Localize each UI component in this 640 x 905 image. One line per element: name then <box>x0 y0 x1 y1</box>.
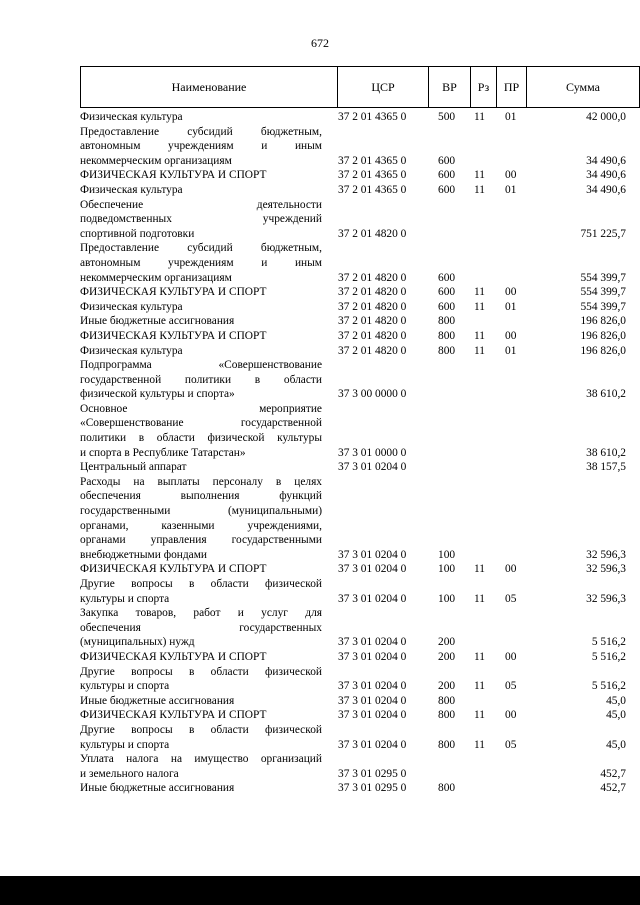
row-name-line: Физическая культура <box>80 300 183 313</box>
row-sum: 196 826,0 <box>580 315 626 328</box>
row-name <box>80 344 322 359</box>
row-csr: 37 2 01 4820 0 <box>338 286 407 299</box>
row-sum: 38 610,2 <box>586 446 626 459</box>
row-pr: 00 <box>505 286 517 299</box>
row-pr: 05 <box>505 680 517 693</box>
row-csr: 37 2 01 4820 0 <box>338 329 407 342</box>
row-name-line: ФИЗИЧЕСКАЯ КУЛЬТУРА И СПОРТ <box>80 286 267 299</box>
row-pr: 00 <box>505 650 517 663</box>
row-rz: 11 <box>474 111 485 123</box>
row-name-line: Физическая культура <box>80 111 183 123</box>
row-pr: 00 <box>505 169 517 182</box>
table-row <box>80 694 640 709</box>
row-name-line: некоммерческим организациям <box>80 271 232 284</box>
row-csr: 37 3 01 0204 0 <box>338 592 407 605</box>
row-sum: 452,7 <box>600 782 626 795</box>
row-name-line: культуры и спорта <box>80 738 170 751</box>
row-sum: 42 000,0 <box>586 111 626 123</box>
row-sum: 554 399,7 <box>580 286 626 299</box>
scan-bottom-border <box>0 876 640 905</box>
row-name-line: ФИЗИЧЕСКАЯ КУЛЬТУРА И СПОРТ <box>80 329 267 342</box>
page-number: 672 <box>311 36 329 50</box>
row-name-line: Предоставление субсидий бюджетным, <box>80 242 322 255</box>
row-vr: 800 <box>438 329 456 342</box>
row-rz: 11 <box>474 650 485 663</box>
row-csr: 37 3 01 0204 0 <box>338 636 407 649</box>
column-header-pr: ПР <box>496 67 526 107</box>
row-sum: 5 516,2 <box>591 680 626 693</box>
row-vr: 600 <box>438 286 456 299</box>
row-sum: 32 596,3 <box>586 592 626 605</box>
row-name-line: Обеспечение деятельности <box>80 198 322 211</box>
row-name <box>80 708 322 723</box>
row-csr: 37 2 01 4365 0 <box>338 169 407 182</box>
row-csr: 37 3 01 0204 0 <box>338 563 407 576</box>
row-rz: 11 <box>474 738 485 751</box>
row-name-line: обеспечения выполнения функций <box>80 490 322 503</box>
row-name <box>80 125 322 169</box>
row-csr: 37 2 01 4365 0 <box>338 183 407 196</box>
row-name <box>80 577 322 606</box>
row-name-line: спортивной подготовки <box>80 227 195 240</box>
table-row <box>80 460 640 475</box>
table-row <box>80 314 640 329</box>
row-pr: 01 <box>505 300 517 313</box>
column-header-csr: ЦСР <box>337 67 428 107</box>
row-sum: 5 516,2 <box>591 650 626 663</box>
row-name-line: автономным учреждениям и иным <box>80 140 322 153</box>
row-name <box>80 285 322 300</box>
row-vr: 600 <box>438 154 456 167</box>
row-name-line: культуры и спорта <box>80 680 170 693</box>
row-name-line: культуры и спорта <box>80 592 170 605</box>
row-vr: 800 <box>438 694 456 707</box>
row-vr: 800 <box>438 344 456 357</box>
column-header-vr: ВР <box>428 67 470 107</box>
row-sum: 5 516,2 <box>591 636 626 649</box>
row-name-line: Расходы на выплаты персоналу в целях <box>80 475 322 488</box>
table-row <box>80 665 640 694</box>
row-sum: 452,7 <box>600 767 626 780</box>
row-sum: 554 399,7 <box>580 271 626 284</box>
row-name-line: «Совершенствование государственной <box>80 417 322 430</box>
row-pr: 00 <box>505 709 517 722</box>
row-sum: 34 490,6 <box>586 154 626 167</box>
row-name <box>80 562 322 577</box>
row-pr: 01 <box>505 111 517 123</box>
row-sum: 38 610,2 <box>586 388 626 401</box>
row-sum: 32 596,3 <box>586 548 626 561</box>
row-name <box>80 183 322 198</box>
row-name-line: ФИЗИЧЕСКАЯ КУЛЬТУРА И СПОРТ <box>80 169 267 182</box>
row-sum: 34 490,6 <box>586 183 626 196</box>
row-name <box>80 300 322 315</box>
row-name <box>80 665 322 694</box>
row-name <box>80 460 322 475</box>
row-sum: 196 826,0 <box>580 329 626 342</box>
row-sum: 34 490,6 <box>586 169 626 182</box>
row-csr: 37 2 01 4820 0 <box>338 315 407 328</box>
row-name <box>80 475 322 563</box>
row-name-line: государственными (муниципальными) <box>80 505 322 518</box>
row-vr: 100 <box>438 563 456 576</box>
row-csr: 37 3 01 0204 0 <box>338 709 407 722</box>
row-name <box>80 198 322 242</box>
row-name-line: Другие вопросы в области физической <box>80 578 322 590</box>
row-rz: 11 <box>474 563 485 576</box>
row-name-line: Закупка товаров, работ и услуг для <box>80 607 322 620</box>
row-vr: 200 <box>438 636 456 649</box>
table-row <box>80 168 640 183</box>
row-csr: 37 3 01 0000 0 <box>338 446 407 459</box>
row-name-line: Иные бюджетные ассигнования <box>80 315 235 328</box>
row-name <box>80 329 322 344</box>
table-row <box>80 300 640 315</box>
row-vr: 500 <box>438 111 456 123</box>
row-name-line: и земельного налога <box>80 767 179 780</box>
row-name-line: и спорта в Республике Татарстан» <box>80 446 246 459</box>
row-csr: 37 3 01 0204 0 <box>338 680 407 693</box>
row-vr: 200 <box>438 650 456 663</box>
table-row <box>80 781 640 796</box>
row-name <box>80 314 322 329</box>
row-vr: 800 <box>438 738 456 751</box>
row-name-line: ФИЗИЧЕСКАЯ КУЛЬТУРА И СПОРТ <box>80 709 267 722</box>
column-header-name: Наименование <box>80 67 337 107</box>
row-rz: 11 <box>474 329 485 342</box>
row-name-line: Другие вопросы в области физической <box>80 665 322 678</box>
row-sum: 38 157,5 <box>586 461 626 474</box>
table-row <box>80 358 640 402</box>
row-name <box>80 402 322 460</box>
row-vr: 200 <box>438 680 456 693</box>
row-name-line: Подпрограмма «Совершенствование <box>80 359 322 372</box>
row-vr: 100 <box>438 548 456 561</box>
row-vr: 800 <box>438 315 456 328</box>
row-name <box>80 694 322 709</box>
row-vr: 600 <box>438 271 456 284</box>
row-vr: 600 <box>438 300 456 313</box>
row-name-line: Предоставление субсидий бюджетным, <box>80 125 322 138</box>
row-csr: 37 2 01 4820 0 <box>338 344 407 357</box>
row-name <box>80 723 322 752</box>
row-name-line: Основное мероприятие <box>80 402 322 415</box>
row-csr: 37 3 01 0204 0 <box>338 694 407 707</box>
row-csr: 37 3 01 0295 0 <box>338 767 407 780</box>
row-name <box>80 241 322 285</box>
row-vr: 600 <box>438 169 456 182</box>
row-name-line: органами, казенными учреждениями, <box>80 519 322 532</box>
row-vr: 800 <box>438 709 456 722</box>
row-sum: 554 399,7 <box>580 300 626 313</box>
row-name <box>80 606 322 650</box>
row-sum: 45,0 <box>606 738 626 751</box>
row-rz: 11 <box>474 709 485 722</box>
row-rz: 11 <box>474 300 485 313</box>
row-pr: 01 <box>505 344 517 357</box>
row-sum: 45,0 <box>606 709 626 722</box>
row-name-line: Иные бюджетные ассигнования <box>80 782 235 795</box>
row-name-line: государственной политики в области <box>80 373 322 386</box>
table-row <box>80 125 640 169</box>
table-row <box>80 329 640 344</box>
row-vr: 800 <box>438 782 456 795</box>
row-csr: 37 2 01 4365 0 <box>338 154 407 167</box>
table-row <box>80 650 640 665</box>
table-row <box>80 402 640 460</box>
row-pr: 00 <box>505 329 517 342</box>
row-rz: 11 <box>474 592 485 605</box>
row-name <box>80 110 322 125</box>
row-name <box>80 650 322 665</box>
table-body <box>80 110 640 796</box>
row-name <box>80 752 322 781</box>
row-csr: 37 3 00 0000 0 <box>338 388 407 401</box>
row-name <box>80 781 322 796</box>
row-name-line: Уплата налога на имущество организаций <box>80 753 322 766</box>
row-sum: 45,0 <box>606 694 626 707</box>
row-name-line: внебюджетными фондами <box>80 548 208 561</box>
row-rz: 11 <box>474 286 485 299</box>
row-sum: 196 826,0 <box>580 344 626 357</box>
row-name <box>80 168 322 183</box>
table-row <box>80 110 640 125</box>
column-header-rz: Рз <box>470 67 496 107</box>
table-row <box>80 241 640 285</box>
row-name-line: (муниципальных) нужд <box>80 636 195 649</box>
table-row <box>80 752 640 781</box>
row-name-line: обеспечения государственных <box>80 621 322 634</box>
table-row <box>80 475 640 563</box>
row-rz: 11 <box>474 169 485 182</box>
row-csr: 37 3 01 0204 0 <box>338 738 407 751</box>
table-row <box>80 708 640 723</box>
row-name-line: ФИЗИЧЕСКАЯ КУЛЬТУРА И СПОРТ <box>80 650 267 663</box>
row-csr: 37 2 01 4820 0 <box>338 300 407 313</box>
row-csr: 37 2 01 4820 0 <box>338 227 407 240</box>
row-name-line: Физическая культура <box>80 344 183 357</box>
row-name <box>80 358 322 402</box>
table-row <box>80 606 640 650</box>
table-row <box>80 183 640 198</box>
column-header-sum: Сумма <box>526 67 640 107</box>
row-pr: 01 <box>505 183 517 196</box>
table-row <box>80 562 640 577</box>
row-name-line: некоммерческим организациям <box>80 154 232 167</box>
table-row <box>80 577 640 606</box>
table-row <box>80 344 640 359</box>
row-name-line: Физическая культура <box>80 183 183 196</box>
row-csr: 37 3 01 0295 0 <box>338 782 407 795</box>
row-vr: 600 <box>438 183 456 196</box>
row-csr: 37 3 01 0204 0 <box>338 548 407 561</box>
table-row <box>80 198 640 242</box>
row-csr: 37 3 01 0204 0 <box>338 650 407 663</box>
row-rz: 11 <box>474 344 485 357</box>
row-name-line: органами управления государственными <box>80 534 322 547</box>
row-name-line: автономным учреждениям и иным <box>80 256 322 269</box>
row-csr: 37 3 01 0204 0 <box>338 461 407 474</box>
row-name-line: Иные бюджетные ассигнования <box>80 694 235 707</box>
row-pr: 05 <box>505 738 517 751</box>
row-csr: 37 2 01 4820 0 <box>338 271 407 284</box>
table-header <box>80 66 640 108</box>
row-name-line: подведомственных учреждений <box>80 213 322 226</box>
row-rz: 11 <box>474 680 485 693</box>
row-csr: 37 2 01 4365 0 <box>338 111 407 123</box>
row-rz: 11 <box>474 183 485 196</box>
table-row <box>80 723 640 752</box>
row-name-line: физической культуры и спорта» <box>80 388 235 401</box>
row-vr: 100 <box>438 592 456 605</box>
row-sum: 751 225,7 <box>580 227 626 240</box>
row-sum: 32 596,3 <box>586 563 626 576</box>
row-name-line: Другие вопросы в области физической <box>80 723 322 736</box>
row-name-line: ФИЗИЧЕСКАЯ КУЛЬТУРА И СПОРТ <box>80 563 267 576</box>
row-name-line: политики в области физической культуры <box>80 432 322 445</box>
row-name-line: Центральный аппарат <box>80 461 187 474</box>
row-pr: 00 <box>505 563 517 576</box>
table-row <box>80 285 640 300</box>
row-pr: 05 <box>505 592 517 605</box>
